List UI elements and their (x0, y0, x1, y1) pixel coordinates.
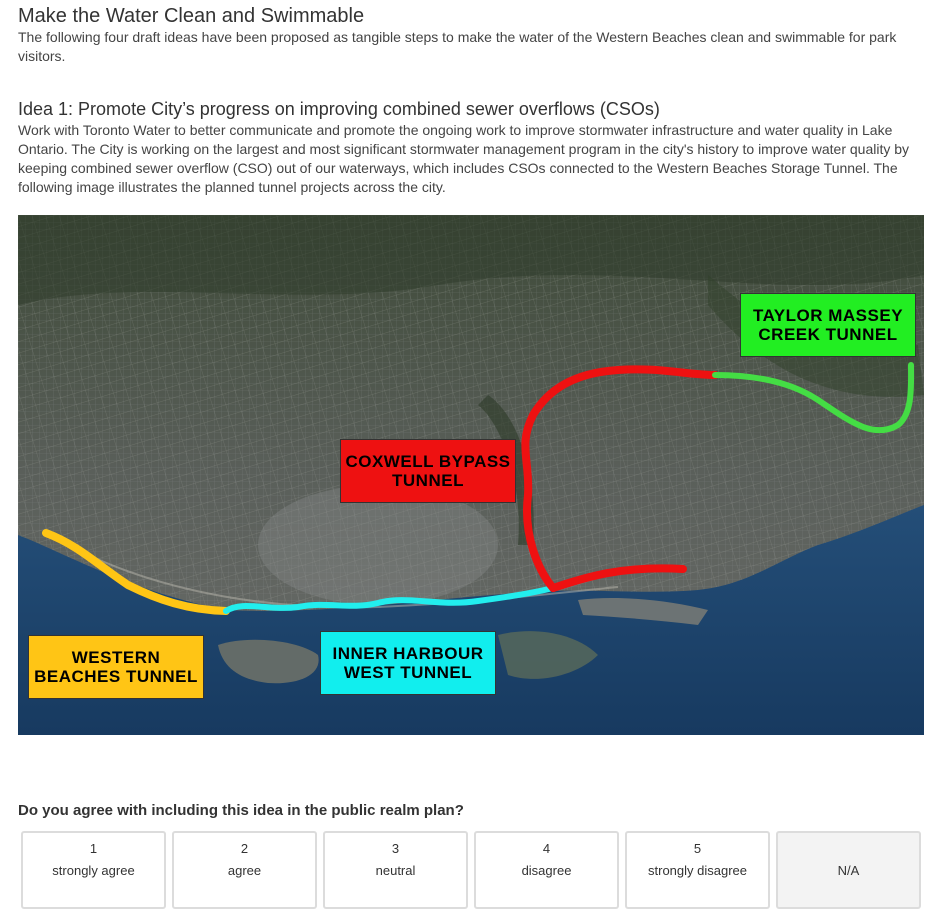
coxwell-bypass-label: COXWELL BYPASS TUNNEL (340, 439, 516, 503)
option-label: agree (227, 863, 262, 878)
idea-title: Idea 1: Promote City’s progress on improving combined sewer overflows (CSOs) (18, 99, 660, 119)
rating-option-5[interactable] (625, 831, 770, 909)
section-title: Make the Water Clean and Swimmable (18, 5, 365, 27)
option-label: disagree (521, 863, 572, 878)
option-number: 5 (693, 841, 702, 856)
option-number: 1 (89, 841, 98, 856)
taylor-massey-creek-label: TAYLOR MASSEY CREEK TUNNEL (740, 293, 916, 357)
option-number: 3 (391, 841, 400, 856)
option-label: N/A (837, 862, 860, 878)
section-intro: The following four draft ideas have been proposed as tangible steps to make the water of the Western Beaches clean and swimmable for park visitors. (18, 29, 897, 64)
option-number: 4 (542, 841, 551, 856)
agreement-question: Do you agree with including this idea in the public realm plan? (18, 802, 464, 819)
western-beaches-label: WESTERN BEACHES TUNNEL (28, 635, 204, 699)
inner-harbour-west-label: INNER HARBOUR WEST TUNNEL (320, 631, 496, 695)
option-label: neutral (375, 863, 416, 878)
option-number: 2 (240, 841, 249, 856)
rating-option-na[interactable] (776, 831, 921, 909)
rating-option-1[interactable] (21, 831, 166, 909)
rating-option-2[interactable] (172, 831, 317, 909)
rating-option-4[interactable] (474, 831, 619, 909)
rating-options (21, 831, 921, 909)
option-label: strongly disagree (648, 863, 747, 878)
idea-description: Work with Toronto Water to better communicate and promote the ongoing work to improve stormwater infrastructure and water quality in Lake Ontario. The City is working on the largest and most significant stormwater management program in the city's history to improve water quality by keeping combined sewer overflow (CSO) out of our waterways, which includes CSOs connected to the Western Beaches Storage Tunnel. The following image illustrates the planned tunnel projects across the city. (18, 122, 910, 195)
tunnel-projects-map (18, 215, 924, 735)
rating-option-3[interactable] (323, 831, 468, 909)
option-label: strongly agree (52, 863, 135, 878)
